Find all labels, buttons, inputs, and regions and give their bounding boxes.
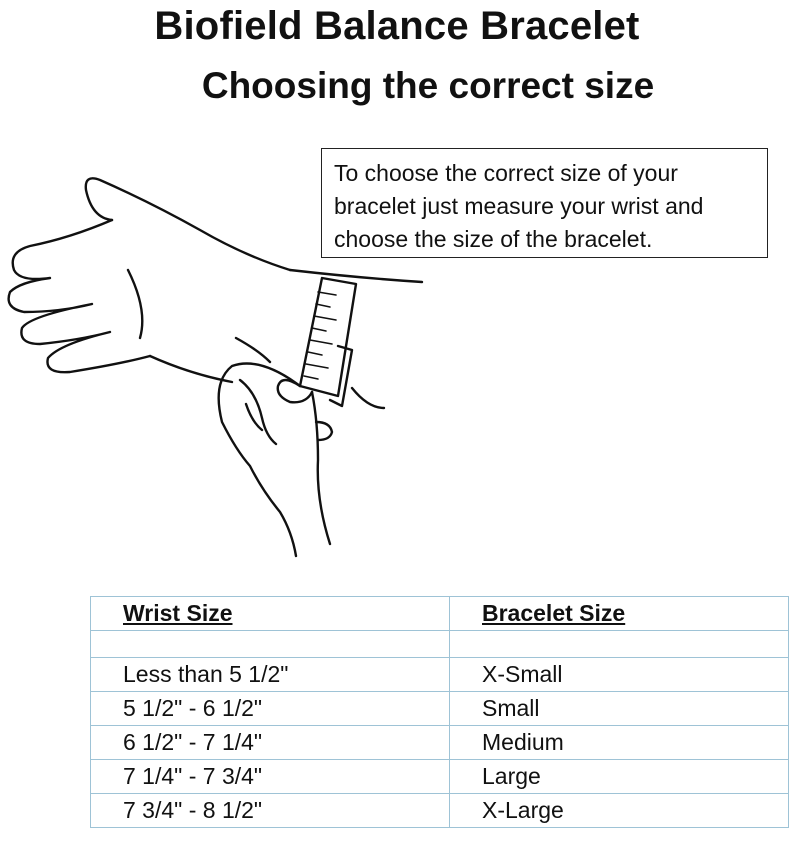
bracelet-size-cell: X-Large: [450, 794, 789, 828]
wrist-size-cell: Less than 5 1/2": [91, 658, 450, 692]
fingers-outline: [9, 220, 150, 372]
page-title: Biofield Balance Bracelet: [154, 4, 640, 48]
table-row: [91, 794, 789, 828]
instruction-text: To choose the correct size of your bracelet just measure your wrist and choose the size of the bracelet.: [334, 160, 704, 252]
header-wrist-size: Wrist Size: [91, 597, 450, 631]
holding-hand-outline: [219, 364, 300, 557]
forearm-outline: [290, 270, 422, 282]
size-chart-table: [90, 596, 789, 828]
thumb-outline: [86, 178, 290, 270]
table-row: [91, 692, 789, 726]
bracelet-size-cell: Medium: [450, 726, 789, 760]
bracelet-size-cell: Large: [450, 760, 789, 794]
table-row: [91, 658, 789, 692]
header-bracelet-size: Bracelet Size: [450, 597, 789, 631]
page-subtitle: Choosing the correct size: [201, 65, 655, 106]
table-row: [91, 726, 789, 760]
bracelet-size-cell: Small: [450, 692, 789, 726]
table-row: [91, 760, 789, 794]
wrist-size-cell: 5 1/2" - 6 1/2": [91, 692, 450, 726]
wrist-size-cell: 6 1/2" - 7 1/4": [91, 726, 450, 760]
wrist-size-cell: 7 1/4" - 7 3/4": [91, 760, 450, 794]
bracelet-size-cell: X-Small: [450, 658, 789, 692]
wrist-measuring-illustration: [0, 160, 440, 570]
table-header-row: [91, 597, 789, 631]
wrist-size-cell: 7 3/4" - 8 1/2": [91, 794, 450, 828]
table-spacer-row: [91, 631, 789, 658]
